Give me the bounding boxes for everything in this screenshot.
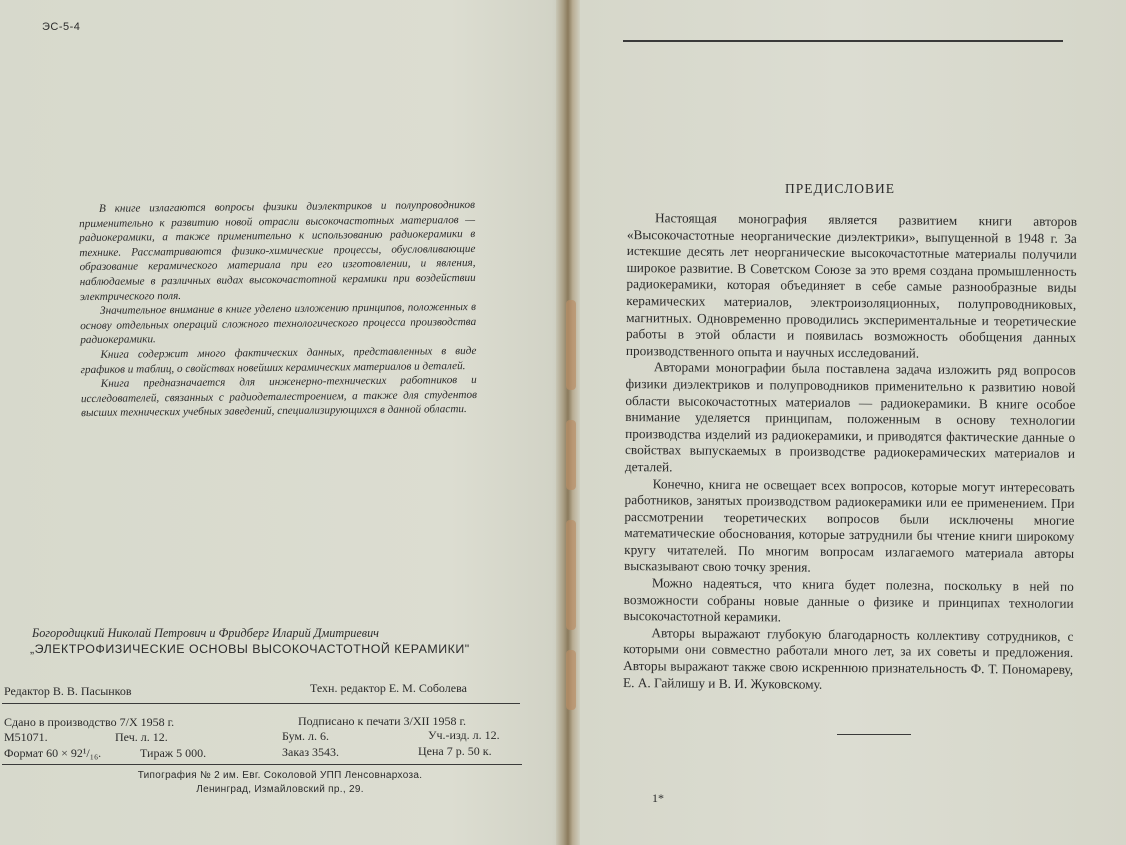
preface-heading: ПРЕДИСЛОВИЕ bbox=[785, 181, 896, 196]
catalog-code: ЭС-5-4 bbox=[42, 21, 81, 33]
preface-paragraph: Настоящая монография является развитием книги авторов «Высокочастотные неорганические диэлектрики», выпущенной в 1948 г. За истекшие десять лет неорганические высокочастотные материалы получили широкое развитие. В Советском Союзе за это время создана промышленность радиокерамики, которая объединяет в себе самые разнообразные виды керамических материалов, электроизоляционных, полупроводниковых, магнитных. Одновременно проводились экспериментальные и теоретические работы в этой области и появилась возможность обобщения данных производственного опыта и научных исследований. bbox=[625, 210, 1078, 361]
format: Формат 60 × 92¹/₁₆. bbox=[4, 746, 102, 760]
end-rule bbox=[837, 734, 911, 735]
m-number: М51071. bbox=[4, 730, 48, 744]
tech-editor: Техн. редактор Е. М. Соболева bbox=[310, 681, 467, 695]
header-rule bbox=[623, 40, 1063, 42]
authors-line: Богородицкий Николай Петрович и Фридберг Иларий Дмитриевич bbox=[32, 626, 379, 640]
printer-line: Типография № 2 им. Евг. Соколовой УПП Ленсовнархоза. bbox=[137, 770, 423, 781]
editor: Редактор В. В. Пасынков bbox=[4, 684, 132, 698]
preface-paragraph: Авторы выражают глубокую благодарность коллективу сотрудников, с которыми они совместно работали много лет, за их советы и предложения. Авторы выражают также свою искреннюю признательность Ф. Т. Пономареву, Е. А. Гайлишу и В. И. Жуковскому. bbox=[622, 625, 1074, 692]
annotation-paragraph: В книге излагаются вопросы физики диэлектриков и полупроводников применительно к развитию новой отрасли высокочастотных материалов — радиокерамики, а также применительно к использованию радиокерамики в технике. Рассматриваются физико-химические процессы, обусловливающие образование керамического материала при его изготовлении, и явления, наблюдаемые в различных видах высокочастотной керамики при воздействии электрического поля. bbox=[79, 198, 476, 303]
printer-address: Ленинград, Измайловский пр., 29. bbox=[196, 784, 364, 795]
book-annotation bbox=[79, 198, 477, 421]
preface-body bbox=[623, 210, 1077, 695]
right-page bbox=[575, 0, 1126, 845]
preface-paragraph: Конечно, книга не освещает всех вопросов, которые могут интересовать работников, занятых производством радиокерамики или ее применением. При рассмотрении теоретических вопросов были исключены многие математические обоснования, которые затруднили бы чтение книги широкому кругу читателей. По многим вопросам излагаемого материала авторы высказывают свою точку зрения. bbox=[623, 475, 1075, 576]
annotation-paragraph: Значительное внимание в книге уделено изложению принципов, положенных в основу отдельных операций сложного технологического процесса производства радиокерамики. bbox=[80, 301, 477, 347]
annotation-paragraph: Книга содержит много фактических данных, представленных в виде графиков и таблиц, о свойствах новейших керамических материалов и деталей. bbox=[80, 344, 477, 376]
sent-to-production: Сдано в производство 7/X 1958 г. bbox=[4, 715, 175, 729]
publisher-sheets: Уч.-изд. л. 12. bbox=[428, 728, 500, 742]
imprint-rule-top bbox=[2, 703, 520, 704]
signature-mark: 1* bbox=[652, 791, 664, 805]
annotation-paragraph: Книга предназначается для инженерно-технических работников и исследователей, связанных с радиодеталестроением, а также для студентов высших технических учебных заведений, специализирующихся в данной области. bbox=[80, 374, 477, 420]
preface-paragraph: Можно надеяться, что книга будет полезна, поскольку в ней по возможности собраны новые данные о физике и принципах технологии высокочастотной керамики. bbox=[623, 575, 1074, 625]
print-run: Тираж 5 000. bbox=[140, 746, 207, 760]
price: Цена 7 р. 50 к. bbox=[418, 744, 492, 758]
imprint-rule-bottom bbox=[2, 764, 522, 765]
signed-to-print: Подписано к печати 3/XII 1958 г. bbox=[298, 714, 467, 728]
left-page bbox=[0, 0, 560, 845]
order-number: Заказ 3543. bbox=[282, 745, 340, 759]
print-sheets: Печ. л. 12. bbox=[115, 730, 168, 744]
preface-paragraph: Авторами монографии была поставлена задача изложить ряд вопросов физики диэлектриков и полупроводников применительно к развитию новой области высокочастотных материалов — радиокерамики. В книге особое внимание уделяется принципам, положенным в основу технологии производства изделий из радиокерамики, и приводятся фактические данные о свойствах выпускаемых в производстве радиокерамических материалов и деталей. bbox=[624, 359, 1076, 475]
paper-sheets: Бум. л. 6. bbox=[282, 729, 330, 743]
book-title: „ЭЛЕКТРОФИЗИЧЕСКИЕ ОСНОВЫ ВЫСОКОЧАСТОТНОЙ КЕРАМИКИ" bbox=[30, 642, 470, 656]
